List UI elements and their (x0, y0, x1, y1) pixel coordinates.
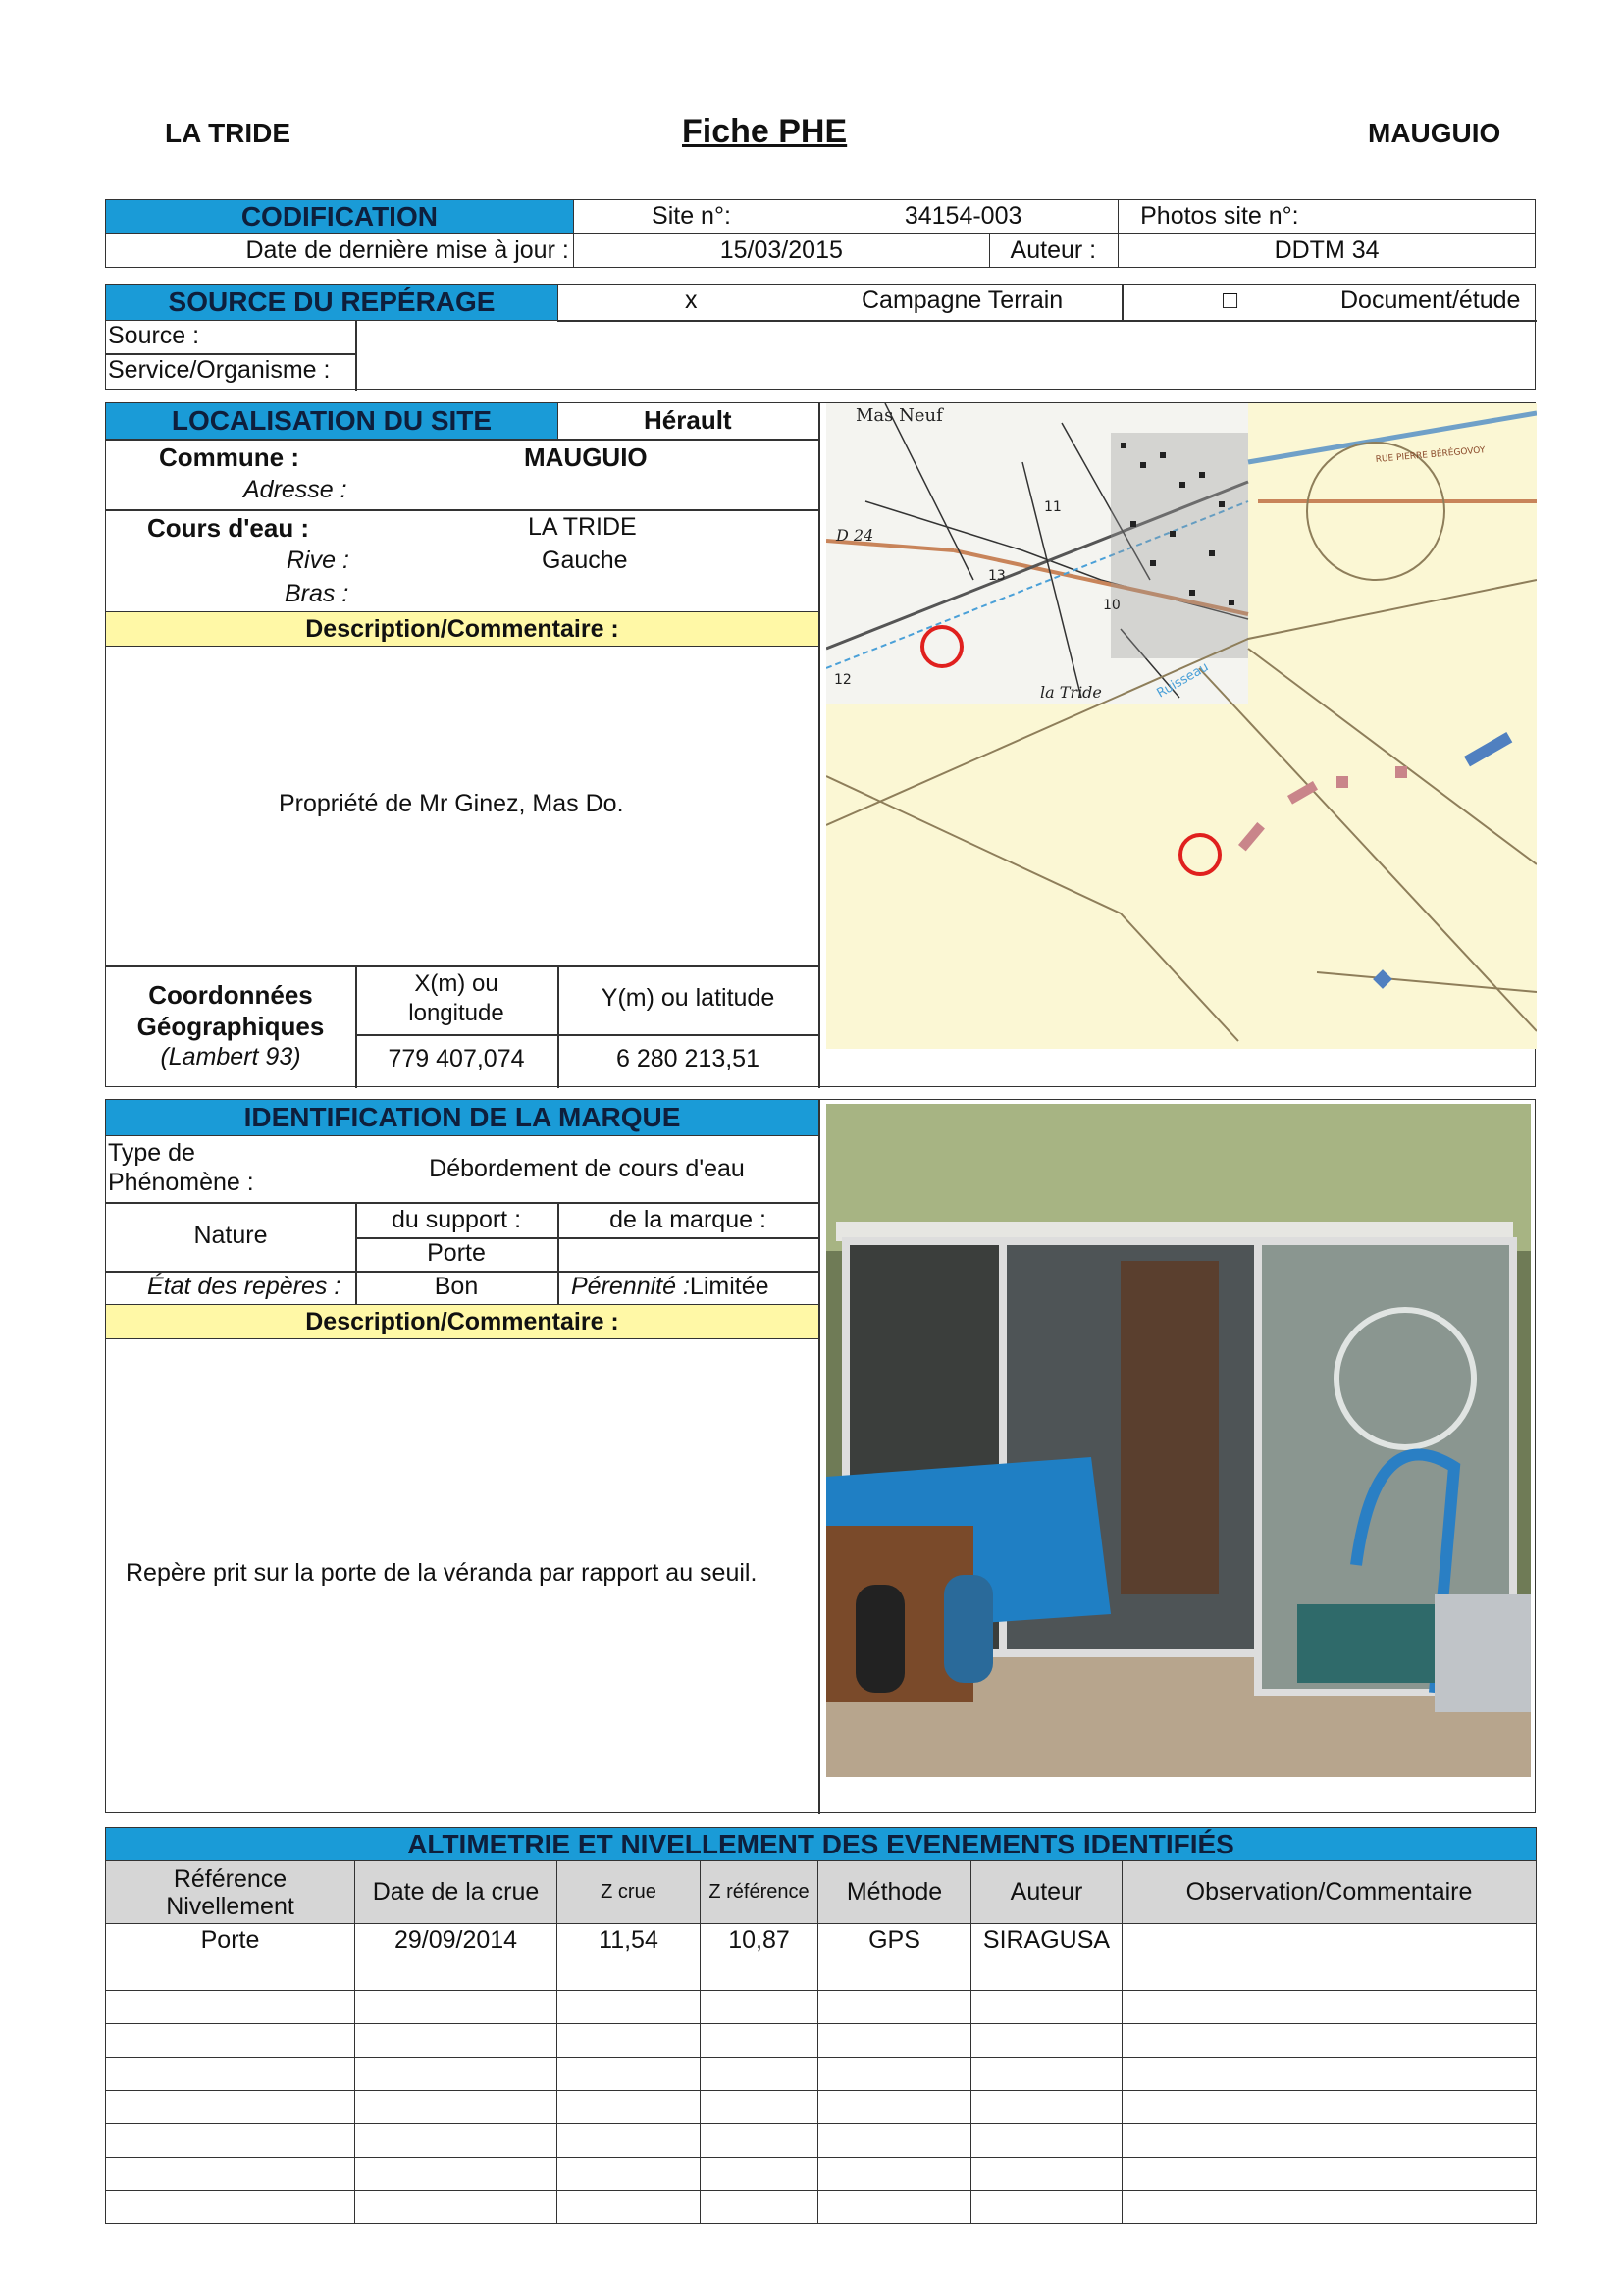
source-section (105, 284, 1536, 390)
col-auteur: Auteur (971, 1861, 1123, 1924)
map-town (1111, 433, 1248, 658)
rive-label: Rive : (287, 547, 349, 574)
id-desc-label: Description/Commentaire : (106, 1304, 818, 1339)
col-zref: Z référence (701, 1861, 818, 1924)
localisation-label: LOCALISATION DU SITE (106, 403, 558, 439)
coords-label-1: Coordonnées (148, 980, 313, 1010)
source-divider (1122, 285, 1124, 320)
y-label: Y(m) ou latitude (601, 984, 775, 1012)
altimetrie-label: ALTIMETRIE ET NIVELLEMENT DES EVENEMENTS IDENTIFIÉS (106, 1828, 1537, 1861)
page-title: Fiche PHE (682, 113, 848, 150)
cours-value: LA TRIDE (528, 513, 637, 541)
table-row (106, 1924, 1537, 1957)
row-ref: Porte (106, 1924, 355, 1957)
col-date: Date de la crue (355, 1861, 557, 1924)
localisation-section (105, 402, 1536, 1087)
site-map (826, 403, 1537, 1049)
col-zcrue: Z crue (557, 1861, 701, 1924)
empty-row (106, 2158, 1537, 2191)
codification-label: CODIFICATION (106, 200, 574, 234)
row-zcrue: 11,54 (557, 1924, 701, 1957)
header-right: MAUGUIO (1368, 118, 1501, 148)
document-label: Document/étude (1340, 287, 1521, 314)
identification-label: IDENTIFICATION DE LA MARQUE (106, 1100, 818, 1136)
map-label-mas-neuf: Mas Neuf (856, 405, 943, 426)
campaign-mark: x (685, 287, 698, 314)
row-zref: 10,87 (701, 1924, 818, 1957)
x-value: 779 407,074 (388, 1045, 525, 1072)
bras-label: Bras : (285, 580, 349, 607)
id-desc-value: Repère prit sur la porte de la véranda par rapport au seuil. (126, 1559, 758, 1587)
empty-row (106, 2124, 1537, 2158)
map-label-13: 13 (988, 568, 1006, 584)
cours-label: Cours d'eau : (147, 513, 310, 543)
map-label-10: 10 (1103, 598, 1121, 613)
source-source-label: Source : (108, 322, 200, 349)
campaign-label: Campagne Terrain (862, 287, 1064, 314)
photos-label: Photos site n°: (1119, 200, 1536, 234)
source-label: SOURCE DU REPÉRAGE (106, 285, 558, 321)
etat-value: Bon (434, 1273, 479, 1300)
nature-label: Nature (193, 1222, 268, 1249)
x-label-1: X(m) ou (414, 970, 498, 997)
codification-table (105, 199, 1536, 268)
loc-desc-value: Propriété de Mr Ginez, Mas Do. (279, 790, 624, 817)
coords-label-2: Géographiques (136, 1012, 325, 1041)
marque-label: de la marque : (609, 1206, 766, 1233)
commune-value: MAUGUIO (524, 443, 648, 472)
source-rule (557, 320, 1537, 322)
adresse-label: Adresse : (243, 476, 347, 503)
site-label: Site n°: (573, 200, 809, 234)
row-obs (1123, 1924, 1537, 1957)
type-value: Débordement de cours d'eau (429, 1155, 745, 1182)
identification-section (105, 1099, 1536, 1813)
empty-row (106, 1957, 1537, 1991)
header-left: LA TRIDE (165, 118, 291, 148)
date-value: 15/03/2015 (574, 234, 990, 267)
source-rule-2 (106, 353, 355, 355)
date-label: Date de dernière mise à jour : (106, 234, 574, 268)
type-label-1: Type de (108, 1139, 195, 1167)
perennite (571, 1273, 769, 1301)
row-date: 29/09/2014 (355, 1924, 557, 1957)
empty-row (106, 2058, 1537, 2091)
etat-label: État des repères : (147, 1273, 341, 1300)
author-label: Auteur : (1010, 235, 1097, 264)
type-label-2: Phénomène : (108, 1169, 254, 1196)
rive-value: Gauche (542, 547, 628, 574)
perennite-label: Pérennité : (571, 1273, 690, 1300)
document-mark: □ (1223, 287, 1238, 314)
row-methode: GPS (818, 1924, 971, 1957)
source-divider-2 (355, 320, 357, 391)
map-divider (818, 403, 820, 1088)
x-label-2: longitude (408, 1000, 504, 1026)
map-label-road: RUE PIERRE BÉRÉGOVOY (1375, 445, 1486, 465)
map-label-11: 11 (1044, 499, 1062, 515)
map-label-12: 12 (834, 672, 852, 688)
commune-label: Commune : (159, 443, 299, 472)
date-author-cell (573, 234, 1118, 268)
map-label-tride: la Tride (1040, 683, 1102, 702)
map-label-ruisseau: Ruisseau (1154, 659, 1212, 702)
col-ref: Référence Nivellement (106, 1861, 355, 1924)
site-photo (826, 1104, 1531, 1777)
author-value: DDTM 34 (1119, 234, 1536, 268)
y-value: 6 280 213,51 (616, 1045, 759, 1072)
coords-label-3: (Lambert 93) (160, 1043, 301, 1070)
site-value: 34154-003 (809, 200, 1118, 234)
empty-row (106, 2191, 1537, 2224)
department: Hérault (644, 405, 732, 435)
empty-row (106, 1991, 1537, 2024)
support-value: Porte (427, 1239, 486, 1267)
col-methode: Méthode (818, 1861, 971, 1924)
col-obs: Observation/Commentaire (1123, 1861, 1537, 1924)
loc-desc-label: Description/Commentaire : (106, 611, 818, 647)
row-auteur: SIRAGUSA (971, 1924, 1123, 1957)
map-label-d24: D 24 (836, 526, 874, 545)
empty-row (106, 2091, 1537, 2124)
altimetrie-table (105, 1827, 1537, 2224)
empty-row (106, 2024, 1537, 2058)
perennite-value: Limitée (689, 1273, 769, 1300)
service-label: Service/Organisme : (108, 356, 331, 384)
support-label: du support : (391, 1206, 522, 1233)
